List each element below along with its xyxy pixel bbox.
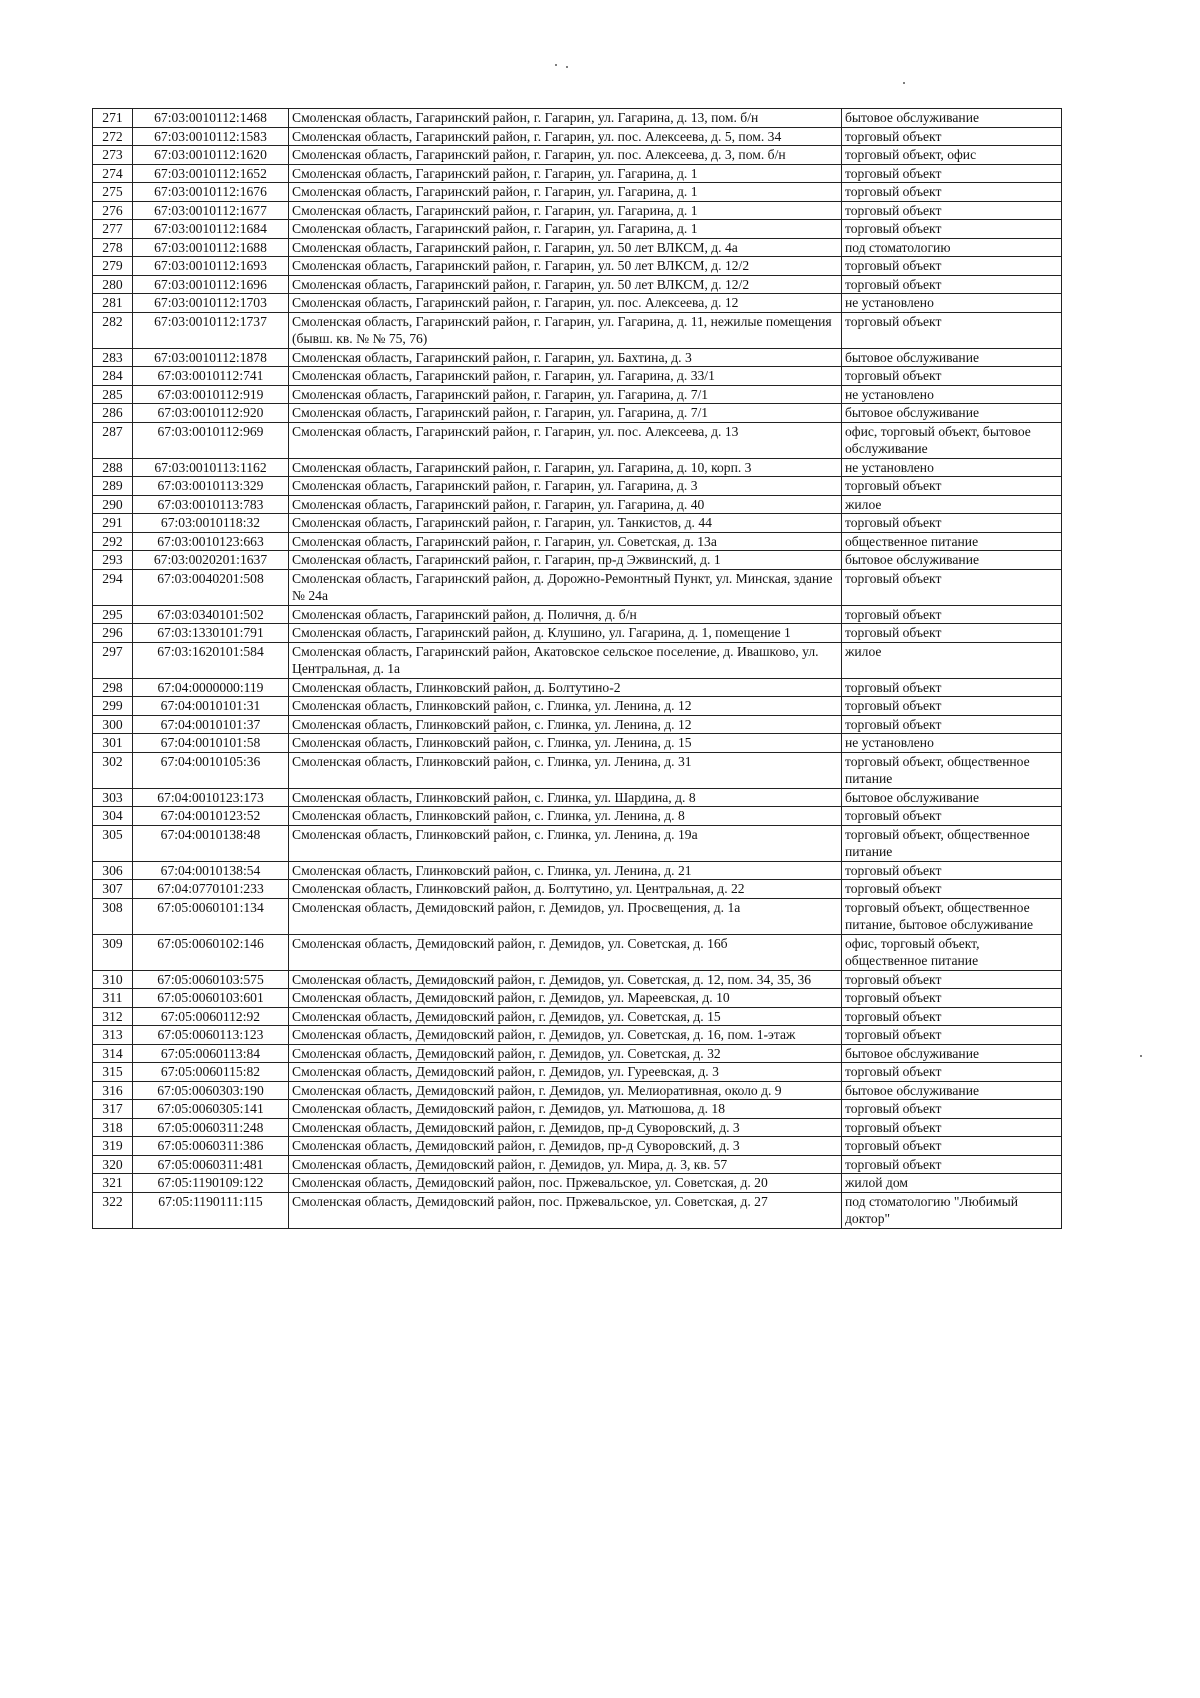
row-number-cell: 303 xyxy=(93,788,133,807)
address-cell: Смоленская область, Демидовский район, г. Демидов, ул. Мареевская, д. 10 xyxy=(289,989,842,1008)
cadastral-number-cell: 67:03:0010112:1684 xyxy=(133,220,289,239)
usage-type-cell: торговый объект xyxy=(842,477,1062,496)
table-row xyxy=(93,642,1062,678)
usage-type-cell: офис, торговый объект, бытовое обслуживание xyxy=(842,422,1062,458)
address-cell: Смоленская область, Демидовский район, г. Демидов, ул. Мира, д. 3, кв. 57 xyxy=(289,1155,842,1174)
address-cell: Смоленская область, Гагаринский район, г. Гагарин, ул. Гагарина, д. 11, нежилые помещения (бывш. кв. № № 75, 76) xyxy=(289,312,842,348)
row-number-cell: 316 xyxy=(93,1081,133,1100)
table-row xyxy=(93,275,1062,294)
address-cell: Смоленская область, Глинковский район, с. Глинка, ул. Ленина, д. 15 xyxy=(289,734,842,753)
table-row xyxy=(93,164,1062,183)
address-cell: Смоленская область, Гагаринский район, г. Гагарин, ул. Советская, д. 13а xyxy=(289,532,842,551)
scan-speck xyxy=(1140,1055,1142,1057)
table-row xyxy=(93,1118,1062,1137)
table-row xyxy=(93,201,1062,220)
row-number-cell: 305 xyxy=(93,825,133,861)
row-number-cell: 274 xyxy=(93,164,133,183)
usage-type-cell: торговый объект xyxy=(842,880,1062,899)
row-number-cell: 286 xyxy=(93,404,133,423)
address-cell: Смоленская область, Демидовский район, г. Демидов, ул. Советская, д. 15 xyxy=(289,1007,842,1026)
usage-type-cell: бытовое обслуживание xyxy=(842,1044,1062,1063)
cadastral-number-cell: 67:05:0060113:123 xyxy=(133,1026,289,1045)
cadastral-number-cell: 67:04:0770101:233 xyxy=(133,880,289,899)
address-cell: Смоленская область, Гагаринский район, г. Гагарин, ул. Гагарина, д. 3 xyxy=(289,477,842,496)
address-cell: Смоленская область, Гагаринский район, г. Гагарин, ул. Гагарина, д. 1 xyxy=(289,183,842,202)
cadastral-number-cell: 67:04:0010101:31 xyxy=(133,697,289,716)
address-cell: Смоленская область, Гагаринский район, д. Поличня, д. б/н xyxy=(289,605,842,624)
row-number-cell: 300 xyxy=(93,715,133,734)
cadastral-number-cell: 67:04:0010123:52 xyxy=(133,807,289,826)
cadastral-number-cell: 67:03:0010112:919 xyxy=(133,385,289,404)
row-number-cell: 292 xyxy=(93,532,133,551)
usage-type-cell: общественное питание xyxy=(842,532,1062,551)
table-body xyxy=(93,109,1062,1229)
table-row xyxy=(93,367,1062,386)
address-cell: Смоленская область, Гагаринский район, г. Гагарин, ул. 50 лет ВЛКСМ, д. 12/2 xyxy=(289,275,842,294)
cadastral-number-cell: 67:05:0060311:481 xyxy=(133,1155,289,1174)
address-cell: Смоленская область, Демидовский район, г. Демидов, ул. Гуреевская, д. 3 xyxy=(289,1063,842,1082)
usage-type-cell: торговый объект xyxy=(842,220,1062,239)
row-number-cell: 291 xyxy=(93,514,133,533)
address-cell: Смоленская область, Демидовский район, г. Демидов, пр-д Суворовский, д. 3 xyxy=(289,1137,842,1156)
usage-type-cell: торговый объект xyxy=(842,715,1062,734)
usage-type-cell: не установлено xyxy=(842,734,1062,753)
address-cell: Смоленская область, Демидовский район, г. Демидов, пр-д Суворовский, д. 3 xyxy=(289,1118,842,1137)
cadastral-number-cell: 67:03:0010112:1696 xyxy=(133,275,289,294)
table-row xyxy=(93,220,1062,239)
cadastral-number-cell: 67:05:0060103:575 xyxy=(133,970,289,989)
cadastral-number-cell: 67:03:1620101:584 xyxy=(133,642,289,678)
table-row xyxy=(93,551,1062,570)
row-number-cell: 297 xyxy=(93,642,133,678)
cadastral-number-cell: 67:03:0010113:783 xyxy=(133,495,289,514)
row-number-cell: 281 xyxy=(93,294,133,313)
usage-type-cell: торговый объект, общественное питание, бытовое обслуживание xyxy=(842,898,1062,934)
cadastral-number-cell: 67:05:0060303:190 xyxy=(133,1081,289,1100)
usage-type-cell: не установлено xyxy=(842,385,1062,404)
address-cell: Смоленская область, Гагаринский район, г. Гагарин, ул. Гагарина, д. 1 xyxy=(289,220,842,239)
usage-type-cell: торговый объект xyxy=(842,989,1062,1008)
row-number-cell: 279 xyxy=(93,257,133,276)
usage-type-cell: бытовое обслуживание xyxy=(842,404,1062,423)
cadastral-number-cell: 67:03:0010112:1677 xyxy=(133,201,289,220)
cadastral-number-cell: 67:03:1330101:791 xyxy=(133,624,289,643)
table-row xyxy=(93,238,1062,257)
address-cell: Смоленская область, Демидовский район, г. Демидов, ул. Просвещения, д. 1а xyxy=(289,898,842,934)
usage-type-cell: под стоматологию xyxy=(842,238,1062,257)
row-number-cell: 309 xyxy=(93,934,133,970)
cadastral-number-cell: 67:03:0010113:329 xyxy=(133,477,289,496)
row-number-cell: 308 xyxy=(93,898,133,934)
cadastral-number-cell: 67:03:0010112:1693 xyxy=(133,257,289,276)
cadastral-number-cell: 67:03:0010112:1652 xyxy=(133,164,289,183)
table-row xyxy=(93,989,1062,1008)
table-row xyxy=(93,1081,1062,1100)
cadastral-number-cell: 67:05:0060112:92 xyxy=(133,1007,289,1026)
usage-type-cell: торговый объект xyxy=(842,275,1062,294)
cadastral-number-cell: 67:03:0010118:32 xyxy=(133,514,289,533)
table-row xyxy=(93,861,1062,880)
address-cell: Смоленская область, Гагаринский район, г. Гагарин, ул. Гагарина, д. 7/1 xyxy=(289,404,842,423)
property-registry-table xyxy=(92,108,1062,1229)
address-cell: Смоленская область, Гагаринский район, г. Гагарин, ул. Танкистов, д. 44 xyxy=(289,514,842,533)
cadastral-number-cell: 67:03:0010112:1703 xyxy=(133,294,289,313)
row-number-cell: 276 xyxy=(93,201,133,220)
cadastral-number-cell: 67:05:0060311:248 xyxy=(133,1118,289,1137)
row-number-cell: 313 xyxy=(93,1026,133,1045)
usage-type-cell: жилой дом xyxy=(842,1174,1062,1193)
cadastral-number-cell: 67:04:0010101:58 xyxy=(133,734,289,753)
table-row xyxy=(93,715,1062,734)
row-number-cell: 273 xyxy=(93,146,133,165)
row-number-cell: 318 xyxy=(93,1118,133,1137)
row-number-cell: 320 xyxy=(93,1155,133,1174)
usage-type-cell: торговый объект xyxy=(842,678,1062,697)
usage-type-cell: торговый объект xyxy=(842,624,1062,643)
address-cell: Смоленская область, Глинковский район, с. Глинка, ул. Ленина, д. 31 xyxy=(289,752,842,788)
address-cell: Смоленская область, Глинковский район, с. Глинка, ул. Ленина, д. 21 xyxy=(289,861,842,880)
row-number-cell: 278 xyxy=(93,238,133,257)
usage-type-cell: торговый объект, общественное питание xyxy=(842,825,1062,861)
table-row xyxy=(93,404,1062,423)
row-number-cell: 298 xyxy=(93,678,133,697)
row-number-cell: 299 xyxy=(93,697,133,716)
usage-type-cell: жилое xyxy=(842,642,1062,678)
cadastral-number-cell: 67:03:0010112:1468 xyxy=(133,109,289,128)
row-number-cell: 307 xyxy=(93,880,133,899)
usage-type-cell: торговый объект xyxy=(842,697,1062,716)
cadastral-number-cell: 67:05:0060101:134 xyxy=(133,898,289,934)
row-number-cell: 275 xyxy=(93,183,133,202)
table-row xyxy=(93,970,1062,989)
scan-speck xyxy=(566,66,568,68)
usage-type-cell: торговый объект, общественное питание xyxy=(842,752,1062,788)
table-row xyxy=(93,127,1062,146)
address-cell: Смоленская область, Глинковский район, с. Глинка, ул. Ленина, д. 8 xyxy=(289,807,842,826)
usage-type-cell: торговый объект xyxy=(842,861,1062,880)
address-cell: Смоленская область, Гагаринский район, г. Гагарин, ул. 50 лет ВЛКСМ, д. 12/2 xyxy=(289,257,842,276)
row-number-cell: 280 xyxy=(93,275,133,294)
usage-type-cell: торговый объект xyxy=(842,1007,1062,1026)
usage-type-cell: торговый объект xyxy=(842,257,1062,276)
address-cell: Смоленская область, Демидовский район, г. Демидов, ул. Советская, д. 16, пом. 1-этаж xyxy=(289,1026,842,1045)
cadastral-number-cell: 67:03:0010112:1688 xyxy=(133,238,289,257)
address-cell: Смоленская область, Глинковский район, с. Глинка, ул. Ленина, д. 12 xyxy=(289,697,842,716)
scan-speck xyxy=(903,82,905,84)
address-cell: Смоленская область, Глинковский район, с. Глинка, ул. Шардина, д. 8 xyxy=(289,788,842,807)
row-number-cell: 322 xyxy=(93,1192,133,1228)
usage-type-cell: торговый объект xyxy=(842,1063,1062,1082)
usage-type-cell: бытовое обслуживание xyxy=(842,1081,1062,1100)
address-cell: Смоленская область, Гагаринский район, г. Гагарин, ул. Гагарина, д. 1 xyxy=(289,201,842,220)
row-number-cell: 290 xyxy=(93,495,133,514)
table-row xyxy=(93,514,1062,533)
table-row xyxy=(93,807,1062,826)
cadastral-number-cell: 67:04:0010138:54 xyxy=(133,861,289,880)
usage-type-cell: бытовое обслуживание xyxy=(842,348,1062,367)
table-row xyxy=(93,257,1062,276)
address-cell: Смоленская область, Демидовский район, пос. Пржевальское, ул. Советская, д. 20 xyxy=(289,1174,842,1193)
table-row xyxy=(93,825,1062,861)
usage-type-cell: торговый объект xyxy=(842,183,1062,202)
cadastral-number-cell: 67:04:0010101:37 xyxy=(133,715,289,734)
usage-type-cell: жилое xyxy=(842,495,1062,514)
row-number-cell: 321 xyxy=(93,1174,133,1193)
table-row xyxy=(93,605,1062,624)
table-row xyxy=(93,788,1062,807)
usage-type-cell: торговый объект xyxy=(842,367,1062,386)
row-number-cell: 282 xyxy=(93,312,133,348)
usage-type-cell: не установлено xyxy=(842,458,1062,477)
row-number-cell: 272 xyxy=(93,127,133,146)
table-row xyxy=(93,1026,1062,1045)
address-cell: Смоленская область, Демидовский район, г. Демидов, ул. Матюшова, д. 18 xyxy=(289,1100,842,1119)
address-cell: Смоленская область, Демидовский район, г. Демидов, ул. Мелиоративная, около д. 9 xyxy=(289,1081,842,1100)
address-cell: Смоленская область, Гагаринский район, г. Гагарин, ул. Гагарина, д. 33/1 xyxy=(289,367,842,386)
table-row xyxy=(93,880,1062,899)
cadastral-number-cell: 67:03:0010112:1878 xyxy=(133,348,289,367)
row-number-cell: 293 xyxy=(93,551,133,570)
table-row xyxy=(93,697,1062,716)
cadastral-number-cell: 67:03:0020201:1637 xyxy=(133,551,289,570)
table-row xyxy=(93,1100,1062,1119)
table-row xyxy=(93,1174,1062,1193)
table-row xyxy=(93,1063,1062,1082)
cadastral-number-cell: 67:03:0010112:1737 xyxy=(133,312,289,348)
usage-type-cell: торговый объект xyxy=(842,201,1062,220)
address-cell: Смоленская область, Гагаринский район, г. Гагарин, ул. пос. Алексеева, д. 3, пом. б/н xyxy=(289,146,842,165)
usage-type-cell: торговый объект xyxy=(842,1100,1062,1119)
cadastral-number-cell: 67:04:0000000:119 xyxy=(133,678,289,697)
address-cell: Смоленская область, Гагаринский район, г. Гагарин, ул. 50 лет ВЛКСМ, д. 4а xyxy=(289,238,842,257)
usage-type-cell: торговый объект xyxy=(842,970,1062,989)
usage-type-cell: торговый объект xyxy=(842,1137,1062,1156)
table-row xyxy=(93,1192,1062,1228)
row-number-cell: 271 xyxy=(93,109,133,128)
table-row xyxy=(93,312,1062,348)
table-row xyxy=(93,1137,1062,1156)
table-row xyxy=(93,569,1062,605)
address-cell: Смоленская область, Глинковский район, д. Болтутино, ул. Центральная, д. 22 xyxy=(289,880,842,899)
cadastral-number-cell: 67:03:0010123:663 xyxy=(133,532,289,551)
address-cell: Смоленская область, Гагаринский район, г. Гагарин, ул. Бахтина, д. 3 xyxy=(289,348,842,367)
usage-type-cell: торговый объект xyxy=(842,569,1062,605)
address-cell: Смоленская область, Гагаринский район, г. Гагарин, ул. Гагарина, д. 13, пом. б/н xyxy=(289,109,842,128)
usage-type-cell: торговый объект xyxy=(842,127,1062,146)
table-row xyxy=(93,477,1062,496)
address-cell: Смоленская область, Гагаринский район, г. Гагарин, ул. Гагарина, д. 7/1 xyxy=(289,385,842,404)
row-number-cell: 302 xyxy=(93,752,133,788)
address-cell: Смоленская область, Гагаринский район, г. Гагарин, ул. пос. Алексеева, д. 12 xyxy=(289,294,842,313)
address-cell: Смоленская область, Гагаринский район, г. Гагарин, ул. пос. Алексеева, д. 13 xyxy=(289,422,842,458)
address-cell: Смоленская область, Глинковский район, д. Болтутино-2 xyxy=(289,678,842,697)
address-cell: Смоленская область, Глинковский район, с. Глинка, ул. Ленина, д. 19а xyxy=(289,825,842,861)
table-row xyxy=(93,898,1062,934)
row-number-cell: 315 xyxy=(93,1063,133,1082)
address-cell: Смоленская область, Демидовский район, пос. Пржевальское, ул. Советская, д. 27 xyxy=(289,1192,842,1228)
usage-type-cell: бытовое обслуживание xyxy=(842,109,1062,128)
usage-type-cell: торговый объект xyxy=(842,1026,1062,1045)
table-row xyxy=(93,385,1062,404)
row-number-cell: 312 xyxy=(93,1007,133,1026)
cadastral-number-cell: 67:05:0060103:601 xyxy=(133,989,289,1008)
usage-type-cell: торговый объект xyxy=(842,605,1062,624)
cadastral-number-cell: 67:04:0010105:36 xyxy=(133,752,289,788)
row-number-cell: 277 xyxy=(93,220,133,239)
address-cell: Смоленская область, Гагаринский район, д. Дорожно-Ремонтный Пункт, ул. Минская, здание № 24а xyxy=(289,569,842,605)
table-row xyxy=(93,146,1062,165)
row-number-cell: 287 xyxy=(93,422,133,458)
usage-type-cell: торговый объект xyxy=(842,807,1062,826)
table-row xyxy=(93,1007,1062,1026)
table-row xyxy=(93,495,1062,514)
row-number-cell: 295 xyxy=(93,605,133,624)
row-number-cell: 314 xyxy=(93,1044,133,1063)
address-cell: Смоленская область, Гагаринский район, г. Гагарин, ул. Гагарина, д. 1 xyxy=(289,164,842,183)
usage-type-cell: торговый объект xyxy=(842,164,1062,183)
cadastral-number-cell: 67:03:0010112:1676 xyxy=(133,183,289,202)
usage-type-cell: торговый объект xyxy=(842,514,1062,533)
scan-speck xyxy=(555,64,557,66)
table-row xyxy=(93,458,1062,477)
table-row xyxy=(93,1155,1062,1174)
usage-type-cell: не установлено xyxy=(842,294,1062,313)
table-row xyxy=(93,183,1062,202)
cadastral-number-cell: 67:05:0060115:82 xyxy=(133,1063,289,1082)
usage-type-cell: торговый объект xyxy=(842,1118,1062,1137)
row-number-cell: 294 xyxy=(93,569,133,605)
cadastral-number-cell: 67:05:0060305:141 xyxy=(133,1100,289,1119)
cadastral-number-cell: 67:03:0010112:1620 xyxy=(133,146,289,165)
row-number-cell: 306 xyxy=(93,861,133,880)
row-number-cell: 304 xyxy=(93,807,133,826)
cadastral-number-cell: 67:03:0340101:502 xyxy=(133,605,289,624)
address-cell: Смоленская область, Гагаринский район, д. Клушино, ул. Гагарина, д. 1, помещение 1 xyxy=(289,624,842,643)
table-row xyxy=(93,1044,1062,1063)
row-number-cell: 310 xyxy=(93,970,133,989)
table-row xyxy=(93,348,1062,367)
cadastral-number-cell: 67:04:0010123:173 xyxy=(133,788,289,807)
table-row xyxy=(93,752,1062,788)
table-row xyxy=(93,532,1062,551)
cadastral-number-cell: 67:05:0060113:84 xyxy=(133,1044,289,1063)
table-row xyxy=(93,422,1062,458)
cadastral-number-cell: 67:03:0040201:508 xyxy=(133,569,289,605)
address-cell: Смоленская область, Гагаринский район, Акатовское сельское поселение, д. Ивашково, ул. Центральная, д. 1а xyxy=(289,642,842,678)
table-row xyxy=(93,678,1062,697)
cadastral-number-cell: 67:03:0010113:1162 xyxy=(133,458,289,477)
usage-type-cell: под стоматологию "Любимый доктор" xyxy=(842,1192,1062,1228)
address-cell: Смоленская область, Гагаринский район, г. Гагарин, пр-д Эжвинский, д. 1 xyxy=(289,551,842,570)
cadastral-number-cell: 67:05:1190111:115 xyxy=(133,1192,289,1228)
row-number-cell: 311 xyxy=(93,989,133,1008)
row-number-cell: 289 xyxy=(93,477,133,496)
cadastral-number-cell: 67:03:0010112:1583 xyxy=(133,127,289,146)
cadastral-number-cell: 67:05:0060311:386 xyxy=(133,1137,289,1156)
usage-type-cell: бытовое обслуживание xyxy=(842,788,1062,807)
usage-type-cell: торговый объект, офис xyxy=(842,146,1062,165)
row-number-cell: 301 xyxy=(93,734,133,753)
row-number-cell: 296 xyxy=(93,624,133,643)
row-number-cell: 319 xyxy=(93,1137,133,1156)
usage-type-cell: торговый объект xyxy=(842,312,1062,348)
address-cell: Смоленская область, Демидовский район, г. Демидов, ул. Советская, д. 32 xyxy=(289,1044,842,1063)
usage-type-cell: торговый объект xyxy=(842,1155,1062,1174)
address-cell: Смоленская область, Гагаринский район, г. Гагарин, ул. Гагарина, д. 10, корп. 3 xyxy=(289,458,842,477)
usage-type-cell: офис, торговый объект, общественное питание xyxy=(842,934,1062,970)
address-cell: Смоленская область, Глинковский район, с. Глинка, ул. Ленина, д. 12 xyxy=(289,715,842,734)
cadastral-number-cell: 67:03:0010112:920 xyxy=(133,404,289,423)
address-cell: Смоленская область, Демидовский район, г. Демидов, ул. Советская, д. 12, пом. 34, 35, 36 xyxy=(289,970,842,989)
address-cell: Смоленская область, Гагаринский район, г. Гагарин, ул. Гагарина, д. 40 xyxy=(289,495,842,514)
address-cell: Смоленская область, Гагаринский район, г. Гагарин, ул. пос. Алексеева, д. 5, пом. 34 xyxy=(289,127,842,146)
row-number-cell: 288 xyxy=(93,458,133,477)
table-row xyxy=(93,294,1062,313)
cadastral-number-cell: 67:04:0010138:48 xyxy=(133,825,289,861)
table-row xyxy=(93,934,1062,970)
row-number-cell: 283 xyxy=(93,348,133,367)
cadastral-number-cell: 67:03:0010112:741 xyxy=(133,367,289,386)
row-number-cell: 285 xyxy=(93,385,133,404)
address-cell: Смоленская область, Демидовский район, г. Демидов, ул. Советская, д. 16б xyxy=(289,934,842,970)
row-number-cell: 284 xyxy=(93,367,133,386)
table-row xyxy=(93,734,1062,753)
cadastral-number-cell: 67:05:1190109:122 xyxy=(133,1174,289,1193)
cadastral-number-cell: 67:05:0060102:146 xyxy=(133,934,289,970)
table-row xyxy=(93,109,1062,128)
usage-type-cell: бытовое обслуживание xyxy=(842,551,1062,570)
row-number-cell: 317 xyxy=(93,1100,133,1119)
table-row xyxy=(93,624,1062,643)
cadastral-number-cell: 67:03:0010112:969 xyxy=(133,422,289,458)
